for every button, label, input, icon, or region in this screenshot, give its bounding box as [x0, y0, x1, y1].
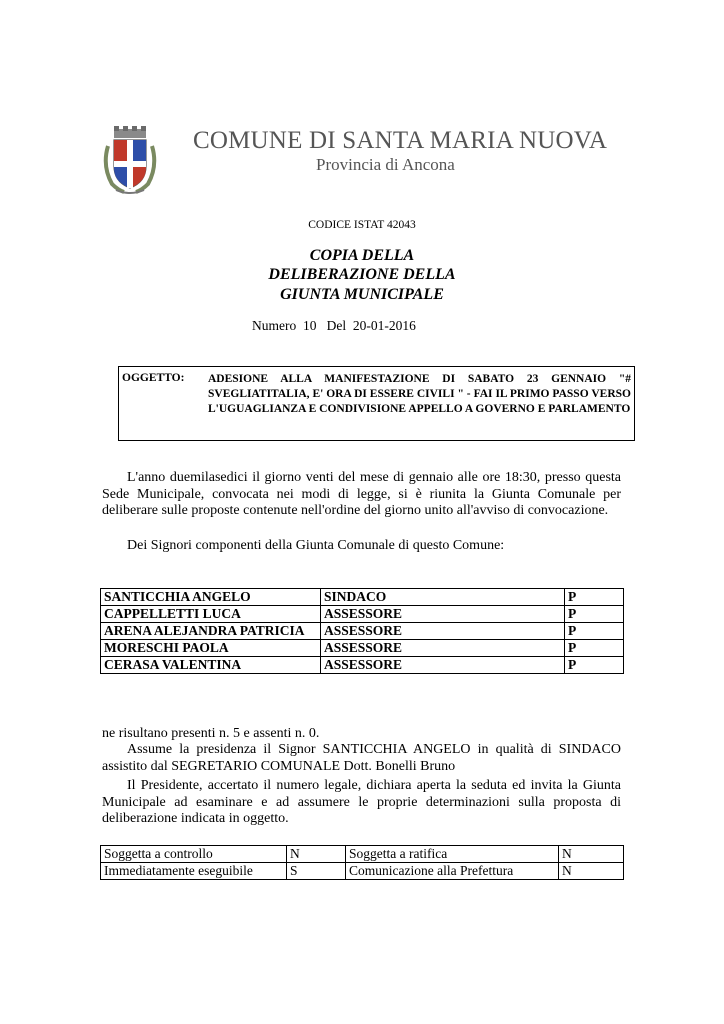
control-label: Soggetta a ratifica: [346, 846, 559, 863]
oggetto-label: OGGETTO:: [122, 372, 185, 384]
attendance-summary: ne risultano presenti n. 5 e assenti n. 0.: [102, 726, 320, 741]
oggetto-text: ADESIONE ALLA MANIFESTAZIONE DI SABATO 23 GENNAIO "# SVEGLIATITALIA, E' ORA DI ESSERE CIVILI " - FAI IL PRIMO PASSO VERSO L'UGUAGLIANZA E CONDIVISIONE APPELLO A GOVERNO E PARLAMENTO: [208, 373, 631, 415]
member-name: MORESCHI PAOLA: [101, 640, 321, 657]
coat-of-arms-icon: [102, 126, 158, 196]
istat-code: CODICE ISTAT 42043: [308, 219, 416, 231]
member-presence: P: [565, 657, 624, 674]
session-paragraph: L'anno duemilasedici il giorno venti del mese di gennaio alle ore 18:30, presso questa Sede Municipale, convocata nei modi di legge, si è riunita la Giunta Comunale per deliberare sulle proposte contenute nell'ordine del giorno unito all'avviso di convocazione.: [102, 470, 621, 518]
control-value: N: [559, 863, 624, 880]
members-table: [100, 588, 624, 674]
member-role: ASSESSORE: [321, 640, 565, 657]
opening-paragraph: Il Presidente, accertato il numero legale, dichiara aperta la seduta ed invita la Giunta Municipale ad esaminare e ad assumere le proprie determinazioni sulla proposta di deliberazione indicata in oggetto.: [102, 778, 621, 826]
member-presence: P: [565, 589, 624, 606]
provincia-name: Provincia di Ancona: [316, 155, 455, 174]
member-name: SANTICCHIA ANGELO: [101, 589, 321, 606]
table-row: [101, 657, 624, 674]
table-row: [101, 640, 624, 657]
member-role: ASSESSORE: [321, 623, 565, 640]
control-table: [100, 845, 624, 880]
member-role: ASSESSORE: [321, 657, 565, 674]
deliberation-number-date: Numero 10 Del 20-01-2016: [252, 318, 416, 333]
member-name: ARENA ALEJANDRA PATRICIA: [101, 623, 321, 640]
control-label: Soggetta a controllo: [101, 846, 287, 863]
control-value: N: [559, 846, 624, 863]
document-title-line-1: COPIA DELLA: [309, 247, 415, 264]
document-title-line-2: DELIBERAZIONE DELLA: [268, 266, 456, 283]
table-row: [101, 589, 624, 606]
comune-name: COMUNE DI SANTA MARIA NUOVA: [193, 127, 608, 154]
table-row: [101, 846, 624, 863]
member-presence: P: [565, 623, 624, 640]
table-row: [101, 863, 624, 880]
member-presence: P: [565, 640, 624, 657]
member-role: ASSESSORE: [321, 606, 565, 623]
presidency-paragraph: Assume la presidenza il Signor SANTICCHIA ANGELO in qualità di SINDACO assistito dal SEGRETARIO COMUNALE Dott. Bonelli Bruno: [102, 742, 621, 774]
control-value: S: [287, 863, 346, 880]
table-row: [101, 623, 624, 640]
member-name: CAPPELLETTI LUCA: [101, 606, 321, 623]
member-presence: P: [565, 606, 624, 623]
control-value: N: [287, 846, 346, 863]
member-role: SINDACO: [321, 589, 565, 606]
table-row: [101, 606, 624, 623]
document-title-line-3: GIUNTA MUNICIPALE: [280, 286, 444, 303]
control-label: Immediatamente eseguibile: [101, 863, 287, 880]
control-label: Comunicazione alla Prefettura: [346, 863, 559, 880]
member-name: CERASA VALENTINA: [101, 657, 321, 674]
members-intro: Dei Signori componenti della Giunta Comunale di questo Comune:: [127, 538, 505, 553]
